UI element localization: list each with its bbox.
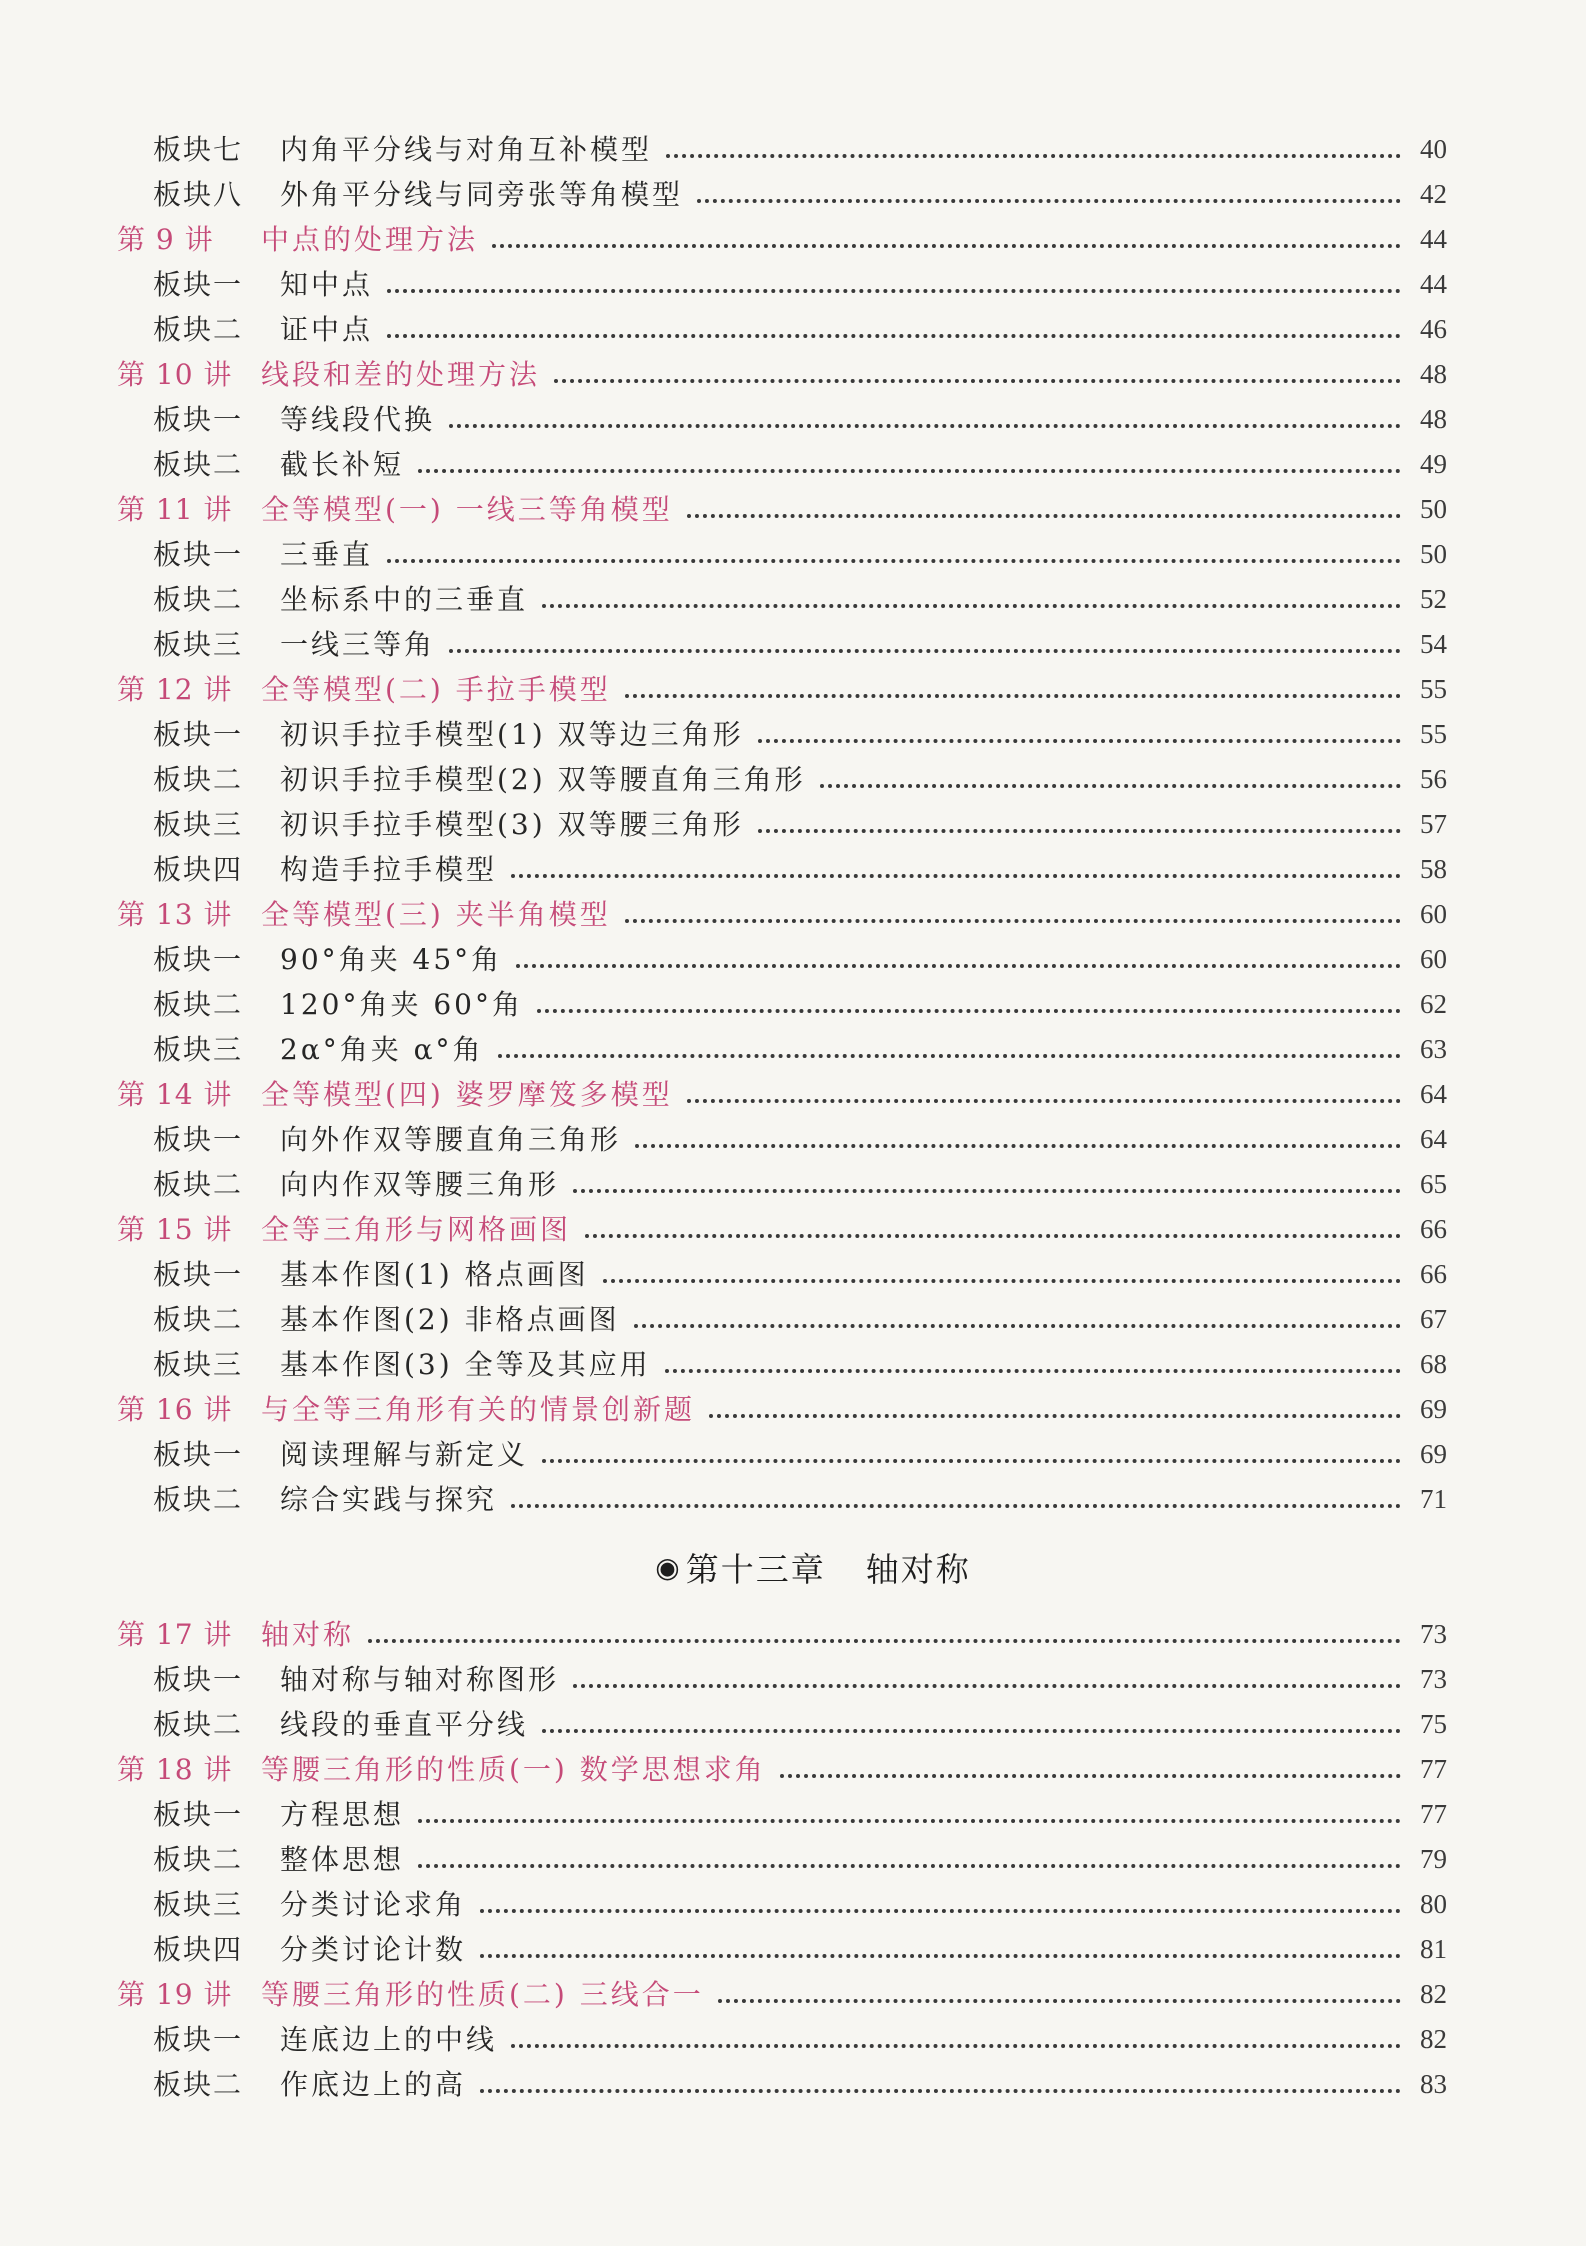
entry-title: 90°角夹 45°角 [280,943,503,976]
dot-leader [418,465,1401,473]
entry-title: 内角平分线与对角互补模型 [280,133,653,166]
entry-page-number: 79 [1420,1844,1447,1874]
entry-label: 板块一 [153,718,244,751]
dot-leader [665,1365,1401,1373]
entry-label: 板块七 [153,133,244,166]
entry-title: 全等三角形与网格画图 [261,1213,572,1246]
toc-block-entry[interactable] [0,847,1447,892]
chapter-heading [0,1522,1586,1612]
toc-section-after [0,1612,1586,2107]
toc-lecture-entry[interactable] [0,217,1447,262]
dot-leader [758,735,1401,743]
entry-label: 板块二 [153,2068,244,2101]
entry-label: 板块一 [153,1258,244,1291]
toc-block-entry[interactable] [0,1927,1447,1972]
toc-block-entry[interactable] [0,622,1447,667]
entry-title: 轴对称与轴对称图形 [280,1663,560,1696]
entry-title: 截长补短 [280,448,405,481]
entry-label: 板块二 [153,988,244,1021]
dot-leader [625,915,1401,923]
dot-leader [758,825,1401,833]
entry-label: 第 12 讲 [117,673,233,706]
entry-page-number: 60 [1420,944,1447,974]
entry-title: 作底边上的高 [280,2068,467,2101]
entry-label: 第 17 讲 [117,1618,233,1651]
entry-label: 板块三 [153,628,244,661]
entry-title: 初识手拉手模型(1) 双等边三角形 [280,718,744,751]
dot-leader [709,1410,1401,1418]
toc-block-entry[interactable] [0,127,1447,172]
entry-title: 证中点 [280,313,374,346]
entry-label: 板块一 [153,1798,244,1831]
entry-label: 第 15 讲 [117,1213,233,1246]
entry-label: 板块三 [153,1348,244,1381]
chapter-title: 轴对称 [865,1549,971,1589]
entry-title: 初识手拉手模型(3) 双等腰三角形 [280,808,744,841]
toc-lecture-entry[interactable] [0,1972,1447,2017]
dot-leader [603,1275,1401,1283]
table-of-contents [0,127,1586,2107]
dot-leader [516,960,1401,968]
dot-leader [554,375,1401,383]
entry-label: 第 19 讲 [117,1978,233,2011]
dot-leader [573,1185,1401,1193]
entry-page-number: 44 [1420,224,1447,254]
entry-page-number: 55 [1420,674,1447,704]
entry-label: 板块三 [153,1888,244,1921]
entry-title: 线段和差的处理方法 [261,358,541,391]
toc-block-entry[interactable] [0,1162,1447,1207]
entry-page-number: 49 [1420,449,1447,479]
entry-page-number: 44 [1420,269,1447,299]
entry-label: 第 11 讲 [117,493,233,526]
entry-page-number: 60 [1420,899,1447,929]
dot-leader [449,645,1401,653]
dot-leader [511,2040,1401,2048]
toc-lecture-entry[interactable] [0,1747,1447,1792]
entry-title: 基本作图(2) 非格点画图 [280,1303,620,1336]
entry-page-number: 57 [1420,809,1447,839]
toc-block-entry[interactable] [0,1252,1447,1297]
toc-lecture-entry[interactable] [0,1072,1447,1117]
toc-lecture-entry[interactable] [0,1387,1447,1432]
dot-leader [480,1905,1401,1913]
toc-block-entry[interactable] [0,1297,1447,1342]
entry-page-number: 65 [1420,1169,1447,1199]
entry-label: 板块一 [153,403,244,436]
entry-page-number: 42 [1420,179,1447,209]
entry-page-number: 58 [1420,854,1447,884]
entry-title: 120°角夹 60°角 [280,988,523,1021]
dot-leader [368,1635,1401,1643]
toc-lecture-entry[interactable] [0,1207,1447,1252]
entry-title: 坐标系中的三垂直 [280,583,529,616]
entry-title: 轴对称 [261,1618,355,1651]
entry-title: 等腰三角形的性质(二) 三线合一 [261,1978,704,2011]
entry-page-number: 54 [1420,629,1447,659]
entry-page-number: 82 [1420,2024,1447,2054]
entry-label: 板块一 [153,1123,244,1156]
entry-label: 板块一 [153,1663,244,1696]
dot-leader [780,1770,1401,1778]
entry-title: 等线段代换 [280,403,436,436]
entry-title: 全等模型(四) 婆罗摩笈多模型 [261,1078,673,1111]
dot-leader [635,1140,1401,1148]
toc-lecture-entry[interactable] [0,352,1447,397]
toc-block-entry[interactable] [0,1432,1447,1477]
toc-block-entry[interactable] [0,397,1447,442]
entry-page-number: 82 [1420,1979,1447,2009]
dot-leader [387,330,1401,338]
dot-leader [585,1230,1401,1238]
dot-leader [480,2085,1401,2093]
entry-label: 板块二 [153,1168,244,1201]
toc-lecture-entry[interactable] [0,667,1447,712]
entry-title: 阅读理解与新定义 [280,1438,529,1471]
toc-block-entry[interactable] [0,1117,1447,1162]
entry-title: 等腰三角形的性质(一) 数学思想求角 [261,1753,766,1786]
entry-label: 板块八 [153,178,244,211]
toc-lecture-entry[interactable] [0,487,1447,532]
entry-label: 板块一 [153,268,244,301]
dot-leader [634,1320,1401,1328]
entry-title: 中点的处理方法 [261,223,479,256]
entry-page-number: 40 [1420,134,1447,164]
toc-block-entry[interactable] [0,1792,1447,1837]
entry-title: 三垂直 [280,538,374,571]
entry-title: 一线三等角 [280,628,436,661]
entry-title: 分类讨论求角 [280,1888,467,1921]
toc-block-entry[interactable] [0,937,1447,982]
entry-page-number: 73 [1420,1664,1447,1694]
dot-leader [625,690,1401,698]
entry-title: 构造手拉手模型 [280,853,498,886]
entry-label: 板块一 [153,538,244,571]
dot-leader [687,510,1401,518]
entry-page-number: 66 [1420,1259,1447,1289]
entry-label: 板块四 [153,1933,244,1966]
toc-block-entry[interactable] [0,532,1447,577]
entry-label: 板块二 [153,1843,244,1876]
entry-page-number: 77 [1420,1754,1447,1784]
toc-block-entry[interactable] [0,982,1447,1027]
entry-label: 板块一 [153,2023,244,2056]
toc-block-entry[interactable] [0,757,1447,802]
entry-page-number: 83 [1420,2069,1447,2099]
entry-title: 连底边上的中线 [280,2023,498,2056]
entry-label: 板块三 [153,1033,244,1066]
entry-title: 基本作图(1) 格点画图 [280,1258,589,1291]
entry-page-number: 68 [1420,1349,1447,1379]
entry-label: 第 10 讲 [117,358,233,391]
toc-block-entry[interactable] [0,802,1447,847]
entry-page-number: 64 [1420,1124,1447,1154]
entry-page-number: 62 [1420,989,1447,1019]
entry-page-number: 69 [1420,1394,1447,1424]
entry-page-number: 56 [1420,764,1447,794]
entry-label: 板块二 [153,1708,244,1741]
dot-leader [542,1455,1401,1463]
dot-leader [480,1950,1401,1958]
toc-block-entry[interactable] [0,442,1447,487]
entry-page-number: 67 [1420,1304,1447,1334]
entry-title: 向外作双等腰直角三角形 [280,1123,622,1156]
entry-title: 基本作图(3) 全等及其应用 [280,1348,651,1381]
entry-label: 第 18 讲 [117,1753,233,1786]
entry-title: 向内作双等腰三角形 [280,1168,560,1201]
toc-block-entry[interactable] [0,2017,1447,2062]
entry-label: 板块三 [153,808,244,841]
entry-title: 整体思想 [280,1843,405,1876]
dot-leader [387,555,1401,563]
toc-lecture-entry[interactable] [0,1612,1447,1657]
toc-block-entry[interactable] [0,1342,1447,1387]
dot-leader [498,1050,1401,1058]
entry-page-number: 48 [1420,404,1447,434]
entry-label: 第 9 讲 [117,223,214,256]
entry-page-number: 55 [1420,719,1447,749]
toc-block-entry[interactable] [0,2062,1447,2107]
entry-page-number: 50 [1420,539,1447,569]
entry-page-number: 71 [1420,1484,1447,1514]
entry-title: 初识手拉手模型(2) 双等腰直角三角形 [280,763,806,796]
dot-leader [687,1095,1401,1103]
toc-section-before [0,127,1586,1522]
toc-block-entry[interactable] [0,1657,1447,1702]
entry-label: 第 16 讲 [117,1393,233,1426]
dot-leader [820,780,1401,788]
dot-leader [542,600,1401,608]
entry-page-number: 46 [1420,314,1447,344]
entry-label: 板块二 [153,763,244,796]
entry-title: 方程思想 [280,1798,405,1831]
dot-leader [511,870,1401,878]
entry-label: 板块四 [153,853,244,886]
entry-page-number: 52 [1420,584,1447,614]
entry-label: 板块二 [153,583,244,616]
entry-title: 全等模型(二) 手拉手模型 [261,673,611,706]
toc-block-entry[interactable] [0,307,1447,352]
entry-page-number: 66 [1420,1214,1447,1244]
entry-page-number: 81 [1420,1934,1447,1964]
entry-label: 第 13 讲 [117,898,233,931]
entry-title: 知中点 [280,268,374,301]
toc-block-entry[interactable] [0,262,1447,307]
entry-label: 板块二 [153,448,244,481]
entry-page-number: 77 [1420,1799,1447,1829]
entry-label: 板块一 [153,943,244,976]
entry-title: 外角平分线与同旁张等角模型 [280,178,684,211]
toc-block-entry[interactable] [0,1702,1447,1747]
dot-leader [418,1860,1401,1868]
entry-title: 全等模型(三) 夹半角模型 [261,898,611,931]
entry-label: 板块二 [153,313,244,346]
entry-title: 线段的垂直平分线 [280,1708,529,1741]
entry-label: 板块二 [153,1303,244,1336]
entry-page-number: 63 [1420,1034,1447,1064]
entry-page-number: 50 [1420,494,1447,524]
dot-leader [573,1680,1401,1688]
dot-leader [449,420,1401,428]
entry-label: 板块一 [153,1438,244,1471]
toc-lecture-entry[interactable] [0,892,1447,937]
entry-page-number: 64 [1420,1079,1447,1109]
entry-page-number: 75 [1420,1709,1447,1739]
toc-block-entry[interactable] [0,1837,1447,1882]
entry-title: 2α°角夹 α°角 [280,1033,484,1066]
entry-page-number: 48 [1420,359,1447,389]
entry-page-number: 80 [1420,1889,1447,1919]
entry-title: 综合实践与探究 [280,1483,498,1516]
toc-block-entry[interactable] [0,577,1447,622]
toc-block-entry[interactable] [0,1477,1447,1522]
dot-leader [418,1815,1401,1823]
dot-leader [511,1500,1401,1508]
dot-leader [537,1005,1401,1013]
toc-block-entry[interactable] [0,712,1447,757]
toc-block-entry[interactable] [0,172,1447,217]
entry-page-number: 73 [1420,1619,1447,1649]
entry-label: 第 14 讲 [117,1078,233,1111]
dot-leader [697,195,1401,203]
dot-leader [718,1995,1401,2003]
chapter-name: 第十三章 [685,1549,826,1589]
entry-page-number: 69 [1420,1439,1447,1469]
chapter-bullet-icon: ◉ [655,1550,682,1584]
dot-leader [666,150,1401,158]
dot-leader [542,1725,1401,1733]
toc-block-entry[interactable] [0,1027,1447,1072]
entry-title: 与全等三角形有关的情景创新题 [261,1393,696,1426]
dot-leader [492,240,1401,248]
toc-block-entry[interactable] [0,1882,1447,1927]
dot-leader [387,285,1401,293]
entry-label: 板块二 [153,1483,244,1516]
entry-title: 全等模型(一) 一线三等角模型 [261,493,673,526]
entry-title: 分类讨论计数 [280,1933,467,1966]
